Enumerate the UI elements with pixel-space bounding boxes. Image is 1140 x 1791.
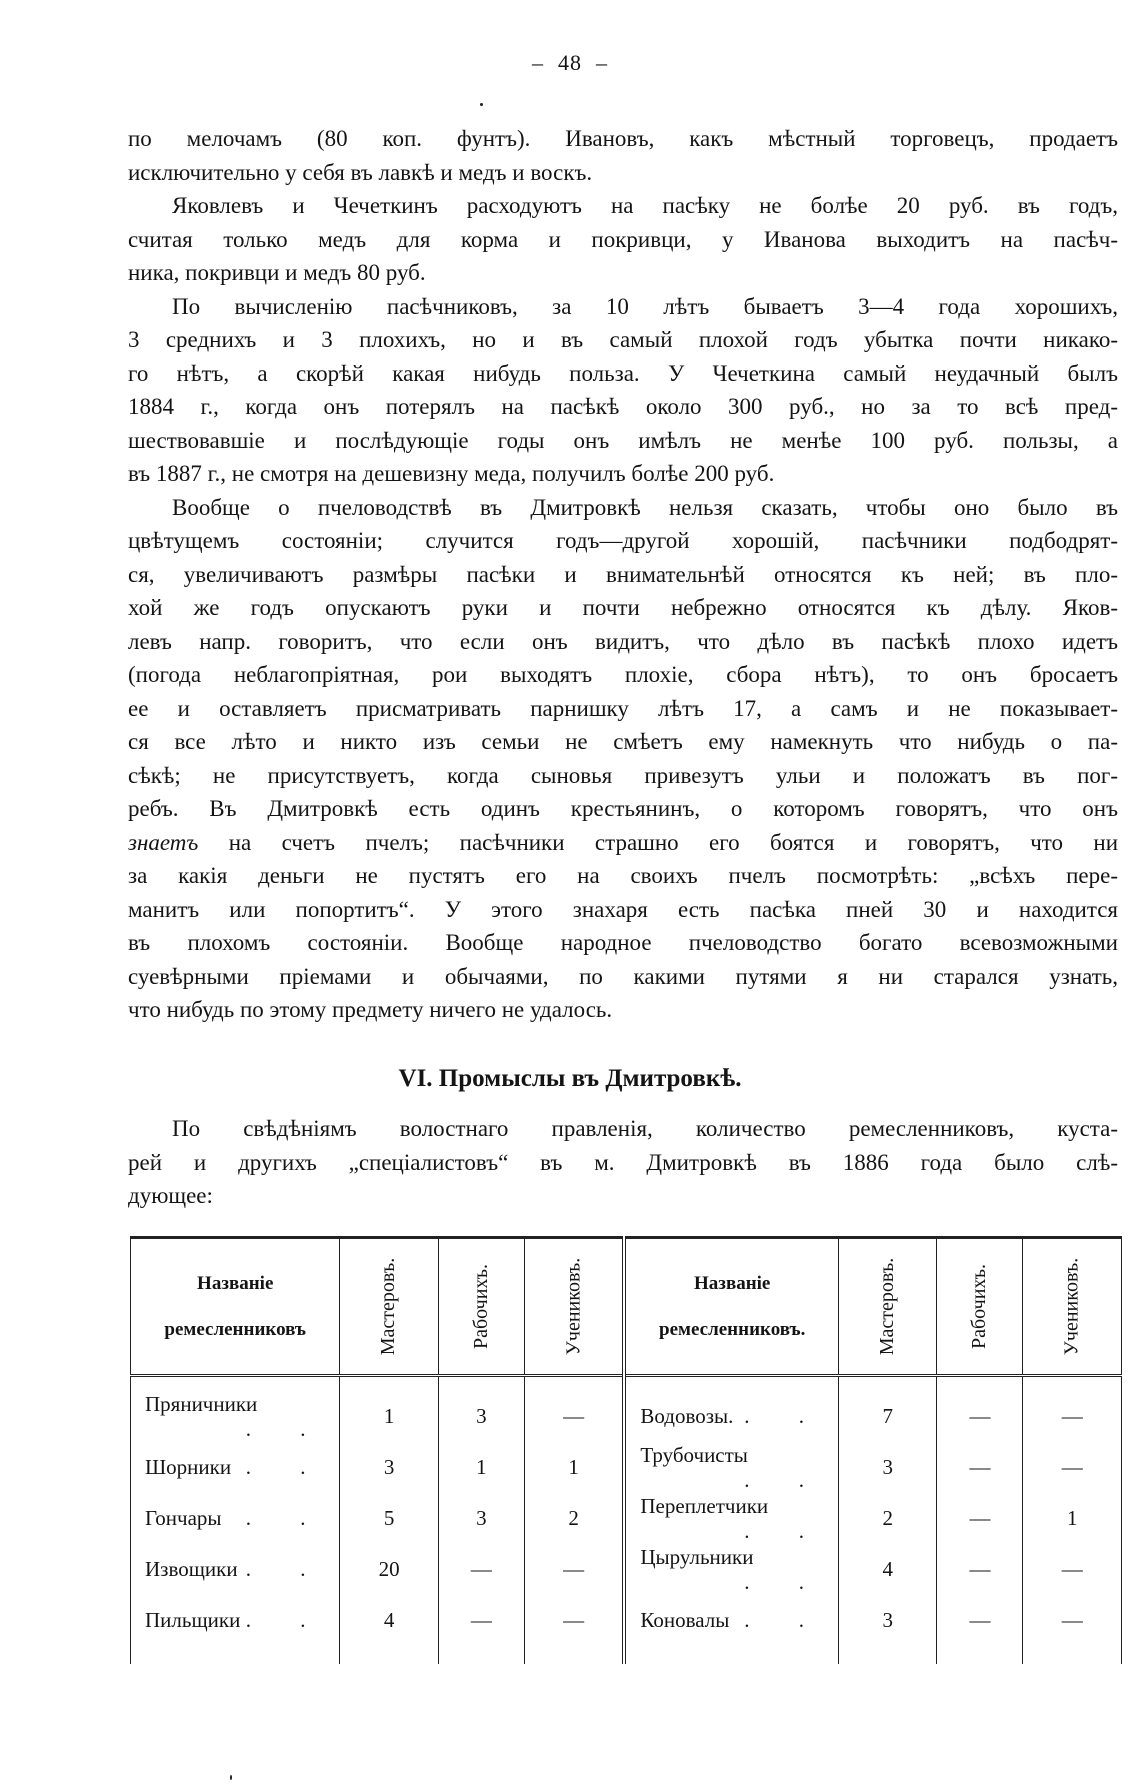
apprentices-count: — <box>1023 1595 1122 1664</box>
text-line: въ плохомъ состояніи. Вообще народное пчеловодство богато всевозможными <box>128 930 1118 955</box>
leader-dots: . . <box>744 1467 827 1492</box>
craft-name-cell <box>624 1493 838 1544</box>
table-row <box>131 1376 1122 1443</box>
apprentices-count: 2 <box>524 1493 624 1544</box>
craft-name-cell <box>131 1544 340 1595</box>
italic-word: знаетъ <box>128 829 199 855</box>
text-line: что нибудь по этому предмету ничего не удалось. <box>128 997 613 1022</box>
craft-name: Трубочисты <box>640 1442 748 1467</box>
text-line: манитъ или попортитъ“. У этого знахаря есть пасѣка пней 30 и находится <box>128 896 1118 922</box>
header-label: Рабочихъ. <box>968 1264 991 1349</box>
header-label: Рабочихъ. <box>469 1264 492 1349</box>
text-line: Вообще о пчеловодствѣ въ Дмитровкѣ нельзя сказать, чтобы оно было въ <box>172 494 1118 520</box>
header-workers-left <box>438 1238 524 1376</box>
craft-name-cell <box>624 1376 838 1443</box>
masters-count: 3 <box>340 1442 438 1493</box>
text-line: рей и другихъ „спеціалистовъ“ въ м. Дмитровкѣ въ 1886 года было слѣ- <box>128 1149 1118 1175</box>
masters-count: 7 <box>839 1376 937 1443</box>
page-body <box>128 122 1118 1027</box>
craft-name-cell <box>131 1376 340 1443</box>
masters-count: 3 <box>839 1442 937 1493</box>
workers-count: — <box>438 1544 524 1595</box>
craft-name-cell <box>624 1595 838 1664</box>
craft-name: Коновалы <box>640 1608 730 1632</box>
masters-count: 3 <box>839 1595 937 1664</box>
apprentices-count: 1 <box>1023 1493 1122 1544</box>
text-line: 1884 г., когда онъ потерялъ на пасѣкѣ около 300 руб., но за то всѣ пред- <box>128 394 1118 419</box>
text-line: По вычисленію пасѣчниковъ, за 10 лѣтъ бываетъ 3—4 года хорошихъ, <box>172 293 1118 319</box>
text-line: по мелочамъ (80 коп. фунтъ). Ивановъ, какъ мѣстный торговецъ, продаетъ <box>128 126 1118 151</box>
craft-name: Извощики <box>145 1557 238 1581</box>
text-line-with-italic <box>128 826 1118 860</box>
text-line: въ 1887 г., не смотря на дешевизну меда, получилъ болѣе 200 руб. <box>128 461 775 486</box>
text-line: за какія деньги не пустятъ его на своихъ пчелъ посмотрѣть: „всѣхъ пере- <box>128 863 1118 888</box>
text-line: исключительно у себя въ лавкѣ и медъ и воскъ. <box>128 159 593 185</box>
header-apprentices-right <box>1023 1238 1122 1376</box>
apprentices-count: 1 <box>524 1442 624 1493</box>
table-row <box>131 1442 1122 1493</box>
apprentices-count: — <box>524 1595 624 1664</box>
craft-name-cell <box>131 1442 340 1493</box>
craft-name: Шорники <box>145 1455 232 1479</box>
text-line: дующее: <box>128 1183 213 1208</box>
workers-count: — <box>937 1442 1023 1493</box>
workers-count: — <box>438 1595 524 1664</box>
header-name-left <box>131 1238 340 1376</box>
craft-name-cell <box>624 1442 838 1493</box>
masters-count: 2 <box>839 1493 937 1544</box>
craft-name: Пряничники <box>145 1391 258 1416</box>
header-name-right <box>624 1238 838 1376</box>
leader-dots: . . <box>744 1404 827 1428</box>
workers-count: 3 <box>438 1376 524 1443</box>
masters-count: 20 <box>340 1544 438 1595</box>
text-line: цвѣтущемъ состояніи; случится годъ—другой хорошій, пасѣчники подбодрят- <box>128 528 1118 553</box>
text-line: ника, покривци и медъ 80 руб. <box>128 260 426 285</box>
workers-count: — <box>937 1376 1023 1443</box>
craft-name-cell <box>624 1544 838 1595</box>
workers-count: — <box>937 1595 1023 1664</box>
header-label: Мастеровъ. <box>876 1257 899 1356</box>
text-line: ся все лѣто и никто изъ семьи не смѣетъ ему намекнуть что нибудь о па- <box>128 729 1118 754</box>
text-line: считая только медъ для корма и покривци, у Иванова выходитъ на пасѣч- <box>128 226 1118 252</box>
table-row <box>131 1544 1122 1595</box>
header-label: Мастеровъ. <box>377 1257 400 1356</box>
header-name-line1: Названіе <box>694 1272 771 1294</box>
masters-count: 5 <box>340 1493 438 1544</box>
header-apprentices-left <box>524 1238 624 1376</box>
page-number-dash-right: – <box>596 50 608 75</box>
apprentices-count: — <box>524 1376 624 1443</box>
workers-count: 3 <box>438 1493 524 1544</box>
section-intro <box>128 1112 1118 1213</box>
craft-name-cell <box>131 1595 340 1664</box>
apprentices-count: — <box>1023 1442 1122 1493</box>
apprentices-count: — <box>1023 1376 1122 1443</box>
page-number-value: 48 <box>558 50 582 75</box>
header-label: Учениковъ. <box>1060 1257 1083 1356</box>
apprentices-count: — <box>1023 1544 1122 1595</box>
workers-count: — <box>937 1493 1023 1544</box>
table-header-row <box>131 1238 1122 1376</box>
print-speck <box>230 1775 232 1780</box>
craft-name: Гончары <box>145 1506 222 1530</box>
apprentices-count: — <box>524 1544 624 1595</box>
text-line: го нѣтъ, а скорѣй какая нибудь польза. У Чечеткина самый неудачный былъ <box>128 360 1118 386</box>
table-row <box>131 1493 1122 1544</box>
text-line: ся, увеличиваютъ размѣры пасѣки и внимательнѣй относятся къ ней; въ пло- <box>128 561 1118 587</box>
text-line: (погода неблагопріятная, рои выходятъ плохіе, сбора нѣтъ), то онъ бросаетъ <box>128 662 1118 687</box>
header-name-line2: ремесленниковъ. <box>659 1318 806 1340</box>
table-row <box>131 1595 1122 1664</box>
header-workers-right <box>937 1238 1023 1376</box>
text-line: суевѣрными пріемами и обычаями, по какими путями я ни старался узнать, <box>128 963 1118 989</box>
masters-count: 4 <box>839 1544 937 1595</box>
header-masters-right <box>839 1238 937 1376</box>
text-line-rest: на счетъ пчелъ; пасѣчники страшно его боятся и говорятъ, что ни <box>228 829 1118 855</box>
craft-name: Пильщики <box>145 1608 241 1632</box>
craft-name-cell <box>131 1493 340 1544</box>
header-name-line2: ремесленниковъ <box>164 1318 306 1340</box>
text-line: 3 среднихъ и 3 плохихъ, но и въ самый плохой годъ убытка почти никако- <box>128 327 1118 352</box>
leader-dots: . . <box>744 1608 827 1632</box>
text-line: сѣкѣ; не присутствуетъ, когда сыновья привезутъ ульи и положатъ въ пог- <box>128 762 1118 788</box>
section-heading: VI. Промыслы въ Дмитровкѣ. <box>398 1065 742 1092</box>
text-line: Яковлевъ и Чечеткинъ расходуютъ на пасѣку не болѣе 20 руб. въ годъ, <box>172 193 1118 218</box>
masters-count: 4 <box>340 1595 438 1664</box>
leader-dots: . . <box>245 1455 328 1479</box>
leader-dots: . . <box>245 1416 328 1441</box>
leader-dots: . . <box>744 1569 827 1594</box>
leader-dots: . . <box>245 1506 328 1530</box>
text-line: шествовавшіе и послѣдующіе годы онъ имѣлъ не менѣе 100 руб. пользы, а <box>128 427 1118 453</box>
leader-dots: . . <box>245 1608 328 1632</box>
header-masters-left <box>340 1238 438 1376</box>
craft-name: Водовозы. <box>640 1404 734 1428</box>
workers-count: — <box>937 1544 1023 1595</box>
header-name-line1: Названіе <box>197 1272 274 1294</box>
page-number-dash-left: – <box>532 50 544 75</box>
print-speck <box>480 103 483 106</box>
page-number <box>0 50 1140 76</box>
leader-dots: . . <box>245 1557 328 1581</box>
text-line: хой же годъ опускаютъ руки и почти небрежно относятся къ дѣлу. Яков- <box>128 595 1118 620</box>
crafts-table <box>130 1236 1122 1664</box>
text-line: ребъ. Въ Дмитровкѣ есть одинъ крестьянинъ, о которомъ говорятъ, что онъ <box>128 796 1118 821</box>
text-line: левъ напр. говоритъ, что если онъ видитъ, что дѣло въ пасѣкѣ плохо идетъ <box>128 628 1118 654</box>
workers-count: 1 <box>438 1442 524 1493</box>
text-line: ее и оставляетъ присматривать парнишку лѣтъ 17, а самъ и не показывает- <box>128 695 1118 721</box>
craft-name: Цырульники <box>640 1544 754 1569</box>
leader-dots: . . <box>744 1518 827 1543</box>
masters-count: 1 <box>340 1376 438 1443</box>
craft-name: Переплетчики <box>640 1493 769 1518</box>
header-label: Учениковъ. <box>562 1257 585 1356</box>
text-line: По свѣдѣніямъ волостнаго правленія, количество ремесленниковъ, куста- <box>172 1116 1118 1141</box>
